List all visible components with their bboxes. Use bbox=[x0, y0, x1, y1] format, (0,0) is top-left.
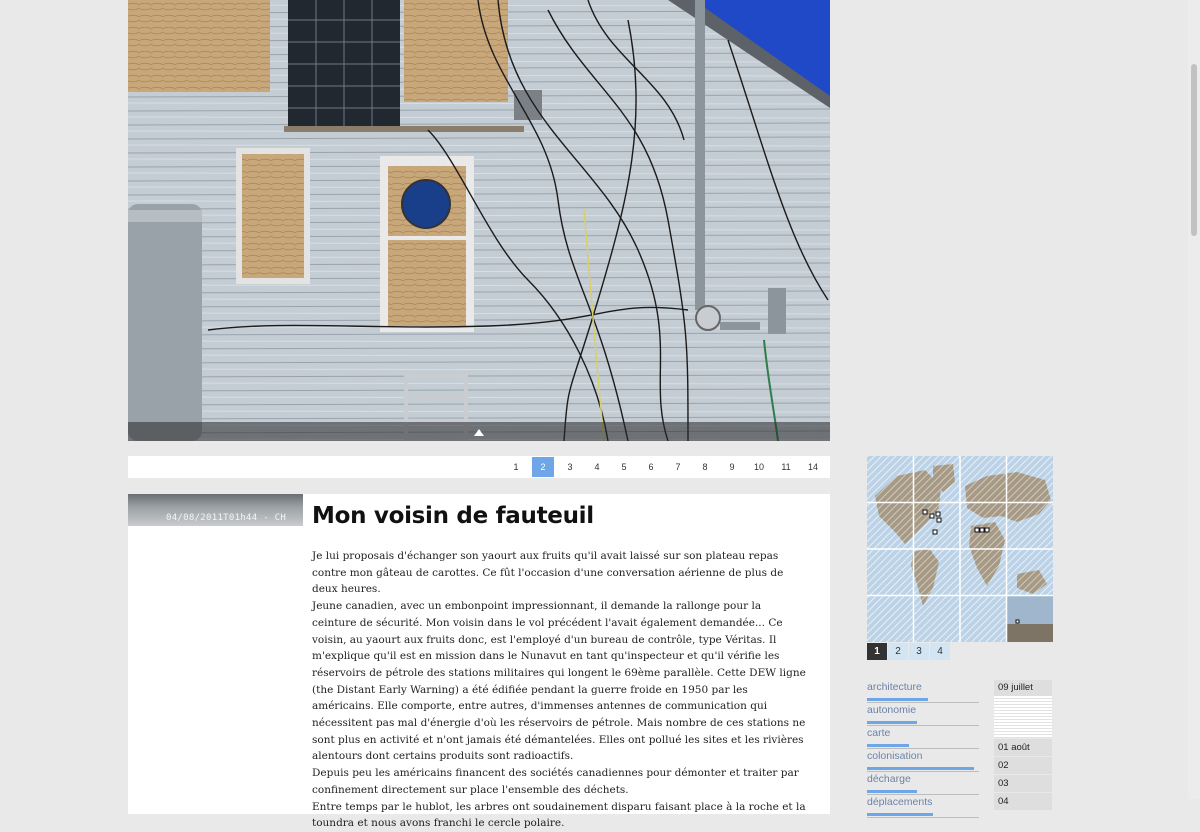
tag-weight-bar bbox=[867, 698, 928, 701]
tag-weight-bar bbox=[867, 767, 974, 770]
map-pagination bbox=[867, 643, 950, 660]
tag-weight-bar bbox=[867, 790, 917, 793]
building-wall-photo bbox=[128, 0, 830, 441]
map-page-tab[interactable]: 4 bbox=[930, 643, 950, 660]
scrollbar-thumb[interactable] bbox=[1191, 64, 1197, 236]
pagination-page[interactable]: 10 bbox=[753, 462, 764, 472]
world-map-grid[interactable] bbox=[867, 456, 1053, 642]
photo-pagination bbox=[128, 456, 830, 478]
pagination-page[interactable]: 6 bbox=[648, 462, 654, 472]
page-scrollbar[interactable] bbox=[1188, 0, 1200, 799]
tag-weight-bar bbox=[867, 813, 933, 816]
chevron-up-icon[interactable] bbox=[474, 429, 484, 436]
tag-item[interactable] bbox=[867, 726, 979, 749]
map-page-tab[interactable]: 3 bbox=[909, 643, 929, 660]
article-thumbnail[interactable] bbox=[128, 494, 303, 526]
tag-label: architecture bbox=[867, 681, 922, 693]
tag-item[interactable] bbox=[867, 749, 979, 772]
world-map bbox=[867, 456, 1053, 642]
map-page-tab[interactable]: 2 bbox=[888, 643, 908, 660]
tag-weight-bar bbox=[867, 721, 917, 724]
pagination-page[interactable]: 8 bbox=[702, 462, 708, 472]
article-paragraph: Jeune canadien, avec un embonpoint impressionnant, il demande la rallonge pour la ceinture de sécurité. Mon voisin dans le vol précédent l'avait également demandée... Ce voisin, au yaourt aux fruits donc, est l'employé d'un bureau de contrôle, type Véritas. Il m'explique qu'il est en mission dans le Nunavut en tant qu'inspecteur et qu'il vérifie les réservoirs de pétrole des stations militaires qui longent le 69ème parallèle. Cette DEW ligne (the Distant Early Warning) a été édifiée pendant la guerre froide en 1950 par les américains. Elle comporte, entre autres, d'immenses antennes de communication qui nécessitent pas mal d'énergie d'où les réservoirs de pétrole. Mais nombre de ces stations ne sont plus en activité et n'ont jamais été démantelées. Elles ont pollué les sites et les rivières alentours dont certains produits sont radioactifs. bbox=[312, 600, 806, 763]
article-card bbox=[128, 494, 830, 830]
tag-list bbox=[867, 680, 979, 818]
tag-label: carte bbox=[867, 727, 891, 739]
pagination-page[interactable]: 7 bbox=[675, 462, 681, 472]
date-header[interactable]: 09 juillet bbox=[994, 680, 1052, 696]
map-page-tab[interactable]: 1 bbox=[867, 643, 887, 660]
date-item[interactable]: 02 bbox=[994, 757, 1052, 774]
date-item[interactable]: 01 août bbox=[994, 739, 1052, 756]
tag-item[interactable] bbox=[867, 703, 979, 726]
pagination-page[interactable]: 3 bbox=[567, 462, 573, 472]
hero-photo bbox=[128, 0, 830, 441]
article-title: Mon voisin de fauteuil bbox=[312, 503, 594, 529]
pagination-page[interactable]: 11 bbox=[781, 462, 791, 472]
date-list bbox=[994, 680, 1052, 810]
article-paragraph: Depuis peu les américains financent des sociétés canadiennes pour démonter et traiter par confinement directement sur place l'ensemble des déchets. bbox=[312, 767, 799, 796]
tag-label: autonomie bbox=[867, 704, 917, 716]
date-timeline-filler bbox=[994, 696, 1052, 738]
tag-label: colonisation bbox=[867, 750, 923, 762]
tag-label: déplacements bbox=[867, 796, 933, 808]
tag-item[interactable] bbox=[867, 795, 979, 818]
article-paragraph: Je lui proposais d'échanger son yaourt aux fruits qu'il avait laissé sur son plateau repas contre mon gâteau de carottes. Ce fût l'occasion d'une conversation aérienne de plus de deux heures. bbox=[312, 550, 784, 596]
date-item[interactable]: 04 bbox=[994, 793, 1052, 810]
tag-weight-bar bbox=[867, 744, 909, 747]
thumbnail-timestamp: 04/08/2011T01h44 - CH bbox=[166, 513, 287, 523]
pagination-page[interactable]: 14 bbox=[807, 462, 818, 472]
article-body bbox=[312, 548, 808, 832]
pagination-page[interactable]: 1 bbox=[513, 462, 519, 472]
article-paragraph: Entre temps par le hublot, les arbres ont soudainement disparu faisant place à la roche et la toundra et nous avons franchi le cercle polaire. bbox=[312, 800, 806, 830]
pagination-page[interactable]: 5 bbox=[621, 462, 627, 472]
tag-item[interactable] bbox=[867, 772, 979, 795]
pagination-page[interactable]: 4 bbox=[594, 462, 600, 472]
tag-item[interactable] bbox=[867, 680, 979, 703]
tag-label: décharge bbox=[867, 773, 911, 785]
pagination-page[interactable]: 9 bbox=[729, 462, 735, 472]
pagination-page[interactable]: 2 bbox=[532, 457, 554, 477]
date-item[interactable]: 03 bbox=[994, 775, 1052, 792]
